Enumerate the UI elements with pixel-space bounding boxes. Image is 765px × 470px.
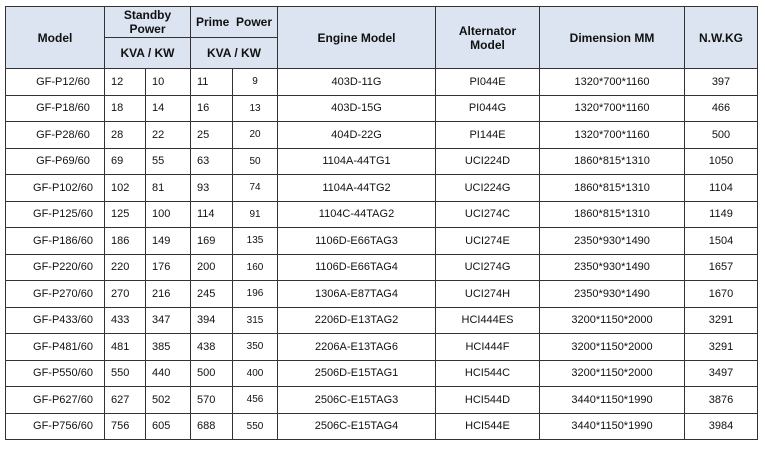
cell-weight: 3291 — [685, 307, 758, 334]
cell-alternator-model: UCI224G — [436, 175, 540, 202]
cell-prime-kva: 169 — [191, 228, 233, 255]
cell-model: GF-P69/60 — [6, 148, 105, 175]
cell-prime-kw: 315 — [233, 307, 278, 334]
cell-weight: 466 — [685, 95, 758, 122]
cell-standby-kva: 481 — [105, 334, 146, 361]
cell-prime-kw: 74 — [233, 175, 278, 202]
cell-standby-kva: 28 — [105, 122, 146, 149]
cell-prime-kva: 93 — [191, 175, 233, 202]
table-row — [6, 122, 758, 149]
cell-standby-kw: 149 — [146, 228, 191, 255]
cell-engine-model: 1106D-E66TAG3 — [278, 228, 436, 255]
header-alternator-model — [436, 7, 540, 69]
table-row — [6, 334, 758, 361]
cell-standby-kva: 12 — [105, 69, 146, 96]
cell-engine-model: 1104A-44TG2 — [278, 175, 436, 202]
cell-prime-kw: 20 — [233, 122, 278, 149]
cell-prime-kw: 91 — [233, 201, 278, 228]
cell-weight: 1670 — [685, 281, 758, 308]
cell-prime-kva: 245 — [191, 281, 233, 308]
cell-weight: 500 — [685, 122, 758, 149]
table-row — [6, 175, 758, 202]
cell-alternator-model: HCI444F — [436, 334, 540, 361]
cell-standby-kva: 220 — [105, 254, 146, 281]
cell-model: GF-P627/60 — [6, 387, 105, 414]
cell-alternator-model: PI044E — [436, 69, 540, 96]
cell-dimension: 3440*1150*1990 — [540, 413, 685, 440]
cell-dimension: 2350*930*1490 — [540, 281, 685, 308]
cell-standby-kva: 69 — [105, 148, 146, 175]
header-dimension: Dimension MM — [540, 7, 685, 69]
cell-model: GF-P270/60 — [6, 281, 105, 308]
cell-prime-kw: 400 — [233, 360, 278, 387]
cell-model: GF-P433/60 — [6, 307, 105, 334]
cell-prime-kw: 350 — [233, 334, 278, 361]
cell-engine-model: 403D-11G — [278, 69, 436, 96]
table-row — [6, 387, 758, 414]
cell-prime-kva: 63 — [191, 148, 233, 175]
cell-standby-kw: 10 — [146, 69, 191, 96]
cell-dimension: 1320*700*1160 — [540, 69, 685, 96]
cell-standby-kva: 627 — [105, 387, 146, 414]
table-row — [6, 307, 758, 334]
cell-standby-kva: 756 — [105, 413, 146, 440]
cell-weight: 3497 — [685, 360, 758, 387]
cell-dimension: 1860*815*1310 — [540, 148, 685, 175]
cell-dimension: 1860*815*1310 — [540, 201, 685, 228]
header-prime-power: Prime Power — [191, 7, 278, 38]
cell-alternator-model: PI044G — [436, 95, 540, 122]
cell-standby-kw: 440 — [146, 360, 191, 387]
cell-prime-kw: 9 — [233, 69, 278, 96]
cell-standby-kw: 385 — [146, 334, 191, 361]
cell-prime-kw: 13 — [233, 95, 278, 122]
table-row — [6, 148, 758, 175]
cell-prime-kva: 16 — [191, 95, 233, 122]
cell-engine-model: 2206A-E13TAG6 — [278, 334, 436, 361]
cell-weight: 1104 — [685, 175, 758, 202]
cell-model: GF-P756/60 — [6, 413, 105, 440]
header-alternator-line1: Alternator — [458, 23, 517, 38]
cell-alternator-model: HCI544D — [436, 387, 540, 414]
cell-alternator-model: HCI544E — [436, 413, 540, 440]
cell-prime-kva: 200 — [191, 254, 233, 281]
cell-alternator-model: UCI224D — [436, 148, 540, 175]
cell-engine-model: 2506C-E15TAG3 — [278, 387, 436, 414]
cell-standby-kva: 102 — [105, 175, 146, 202]
table-row — [6, 281, 758, 308]
cell-weight: 1149 — [685, 201, 758, 228]
header-weight: N.W.KG — [685, 7, 758, 69]
cell-prime-kva: 500 — [191, 360, 233, 387]
cell-prime-kva: 570 — [191, 387, 233, 414]
cell-weight: 397 — [685, 69, 758, 96]
cell-alternator-model: HCI544C — [436, 360, 540, 387]
header-standby-line1: Standby — [123, 8, 172, 22]
cell-prime-kva: 25 — [191, 122, 233, 149]
cell-prime-kva: 394 — [191, 307, 233, 334]
cell-dimension: 1860*815*1310 — [540, 175, 685, 202]
cell-standby-kw: 22 — [146, 122, 191, 149]
cell-model: GF-P186/60 — [6, 228, 105, 255]
cell-engine-model: 1306A-E87TAG4 — [278, 281, 436, 308]
cell-model: GF-P12/60 — [6, 69, 105, 96]
cell-model: GF-P18/60 — [6, 95, 105, 122]
cell-engine-model: 404D-22G — [278, 122, 436, 149]
cell-dimension: 1320*700*1160 — [540, 122, 685, 149]
cell-dimension: 3200*1150*2000 — [540, 334, 685, 361]
cell-engine-model: 2506C-E15TAG4 — [278, 413, 436, 440]
cell-standby-kw: 81 — [146, 175, 191, 202]
cell-dimension: 2350*930*1490 — [540, 254, 685, 281]
table-row — [6, 201, 758, 228]
cell-dimension: 3440*1150*1990 — [540, 387, 685, 414]
cell-model: GF-P481/60 — [6, 334, 105, 361]
cell-standby-kva: 186 — [105, 228, 146, 255]
cell-prime-kva: 688 — [191, 413, 233, 440]
cell-alternator-model: UCI274E — [436, 228, 540, 255]
cell-standby-kw: 347 — [146, 307, 191, 334]
cell-alternator-model: UCI274H — [436, 281, 540, 308]
cell-model: GF-P550/60 — [6, 360, 105, 387]
table-row — [6, 228, 758, 255]
table-body — [6, 69, 758, 440]
cell-model: GF-P125/60 — [6, 201, 105, 228]
cell-engine-model: 1104A-44TG1 — [278, 148, 436, 175]
cell-standby-kva: 550 — [105, 360, 146, 387]
cell-dimension: 1320*700*1160 — [540, 95, 685, 122]
cell-weight: 3291 — [685, 334, 758, 361]
cell-standby-kw: 176 — [146, 254, 191, 281]
cell-standby-kw: 55 — [146, 148, 191, 175]
table-row — [6, 413, 758, 440]
cell-prime-kw: 135 — [233, 228, 278, 255]
cell-engine-model: 1106D-E66TAG4 — [278, 254, 436, 281]
table-row — [6, 360, 758, 387]
cell-prime-kva: 438 — [191, 334, 233, 361]
cell-weight: 1050 — [685, 148, 758, 175]
cell-alternator-model: PI144E — [436, 122, 540, 149]
cell-engine-model: 2506D-E15TAG1 — [278, 360, 436, 387]
cell-model: GF-P28/60 — [6, 122, 105, 149]
cell-weight: 3984 — [685, 413, 758, 440]
cell-weight: 1657 — [685, 254, 758, 281]
table-row — [6, 254, 758, 281]
cell-prime-kw: 50 — [233, 148, 278, 175]
cell-prime-kw: 196 — [233, 281, 278, 308]
cell-standby-kva: 433 — [105, 307, 146, 334]
header-model: Model — [6, 7, 105, 69]
cell-prime-kva: 114 — [191, 201, 233, 228]
cell-weight: 3876 — [685, 387, 758, 414]
cell-dimension: 3200*1150*2000 — [540, 307, 685, 334]
cell-standby-kva: 270 — [105, 281, 146, 308]
cell-standby-kw: 100 — [146, 201, 191, 228]
cell-dimension: 3200*1150*2000 — [540, 360, 685, 387]
header-standby-line2: Power — [129, 22, 166, 36]
generator-spec-table — [5, 6, 758, 440]
cell-standby-kw: 216 — [146, 281, 191, 308]
cell-prime-kw: 456 — [233, 387, 278, 414]
cell-standby-kw: 502 — [146, 387, 191, 414]
table-row — [6, 95, 758, 122]
cell-engine-model: 1104C-44TAG2 — [278, 201, 436, 228]
header-engine-model: Engine Model — [278, 7, 436, 69]
cell-model: GF-P102/60 — [6, 175, 105, 202]
header-prime-unit: KVA / KW — [191, 38, 278, 69]
header-standby-unit: KVA / KW — [105, 38, 191, 69]
cell-standby-kw: 14 — [146, 95, 191, 122]
header-alternator-line2: Model — [470, 37, 505, 52]
cell-prime-kw: 550 — [233, 413, 278, 440]
cell-weight: 1504 — [685, 228, 758, 255]
cell-alternator-model: UCI274G — [436, 254, 540, 281]
header-standby-power — [105, 7, 191, 38]
cell-standby-kva: 125 — [105, 201, 146, 228]
cell-dimension: 2350*930*1490 — [540, 228, 685, 255]
table-header — [6, 7, 758, 69]
cell-standby-kw: 605 — [146, 413, 191, 440]
cell-prime-kw: 160 — [233, 254, 278, 281]
cell-model: GF-P220/60 — [6, 254, 105, 281]
table-row — [6, 69, 758, 96]
cell-alternator-model: UCI274C — [436, 201, 540, 228]
spec-table-container — [5, 6, 758, 440]
cell-alternator-model: HCI444ES — [436, 307, 540, 334]
cell-prime-kva: 11 — [191, 69, 233, 96]
cell-engine-model: 403D-15G — [278, 95, 436, 122]
cell-engine-model: 2206D-E13TAG2 — [278, 307, 436, 334]
cell-standby-kva: 18 — [105, 95, 146, 122]
